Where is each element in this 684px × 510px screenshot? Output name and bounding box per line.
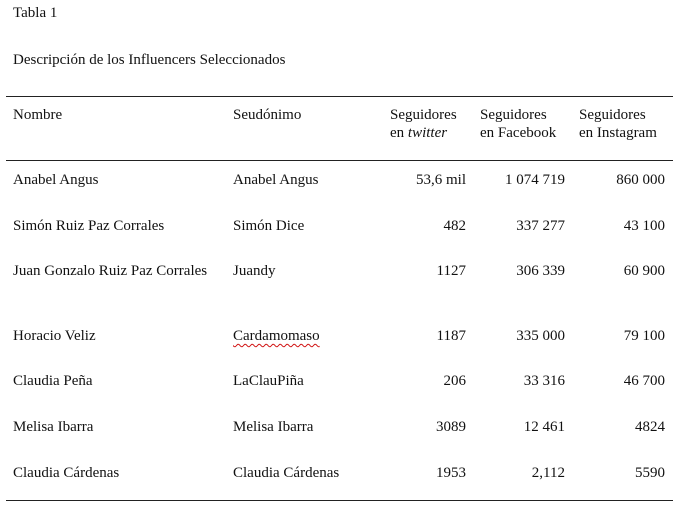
row-1-name: Anabel Angus: [13, 172, 99, 188]
header-twitter: [390, 106, 457, 142]
row-3-facebook: 306 339: [516, 263, 565, 279]
header-facebook-line2: en Facebook: [480, 125, 557, 141]
header-instagram-line1: Seguidores: [579, 107, 646, 123]
row-6-instagram: 4824: [635, 419, 665, 435]
header-instagram: [579, 106, 657, 142]
row-5-facebook: 33 316: [523, 373, 565, 389]
row-6-name: Melisa Ibarra: [13, 419, 94, 435]
row-3-name: Juan Gonzalo Ruiz Paz Corrales: [13, 263, 208, 279]
row-5-name: Claudia Peña: [13, 373, 93, 389]
row-3-alias: Juandy: [233, 263, 276, 279]
header-facebook-line1: Seguidores: [480, 107, 547, 123]
row-4-name: Horacio Veliz: [13, 328, 96, 344]
header-twitter-line1: Seguidores: [390, 107, 457, 123]
table-header-rule: [6, 160, 673, 161]
row-2-instagram: 43 100: [623, 218, 665, 234]
row-4-twitter: 1187: [436, 328, 466, 344]
row-2-twitter: 482: [443, 218, 466, 234]
table-title: Descripción de los Influencers Seleccionados: [13, 52, 286, 68]
row-5-alias: LaClauPiña: [233, 373, 304, 389]
header-twitter-prefix: en: [390, 125, 408, 141]
row-6-alias: Melisa Ibarra: [233, 419, 314, 435]
table-number: Tabla 1: [13, 5, 58, 21]
row-4-instagram: 79 100: [623, 328, 665, 344]
row-1-instagram: 860 000: [616, 172, 665, 188]
row-2-facebook: 337 277: [516, 218, 565, 234]
row-5-instagram: 46 700: [623, 373, 665, 389]
row-7-name: Claudia Cárdenas: [13, 465, 120, 481]
row-4-facebook: 335 000: [516, 328, 565, 344]
row-2-alias: Simón Dice: [233, 218, 305, 234]
header-twitter-line2: [390, 124, 457, 142]
row-7-alias: Claudia Cárdenas: [233, 465, 340, 481]
row-3-instagram: 60 900: [623, 263, 665, 279]
header-instagram-line2: en Instagram: [579, 125, 657, 141]
header-twitter-italic: twitter: [407, 125, 448, 141]
row-5-twitter: 206: [443, 373, 466, 389]
row-7-twitter: 1953: [436, 465, 466, 481]
header-facebook: [480, 106, 556, 142]
row-6-facebook: 12 461: [523, 419, 565, 435]
table-top-rule: [6, 96, 673, 97]
row-2-name: Simón Ruiz Paz Corrales: [13, 218, 165, 234]
row-1-facebook: 1 074 719: [505, 172, 565, 188]
row-1-alias: Anabel Angus: [233, 172, 319, 188]
header-alias: Seudónimo: [233, 107, 302, 123]
header-name: Nombre: [13, 107, 63, 123]
row-1-twitter: 53,6 mil: [415, 172, 466, 188]
row-6-twitter: 3089: [436, 419, 466, 435]
row-7-instagram: 5590: [635, 465, 665, 481]
row-3-twitter: 1127: [436, 263, 466, 279]
row-4-alias: Cardamomaso: [233, 328, 320, 344]
table-bottom-rule: [6, 500, 673, 501]
row-7-facebook: 2,112: [531, 465, 565, 481]
